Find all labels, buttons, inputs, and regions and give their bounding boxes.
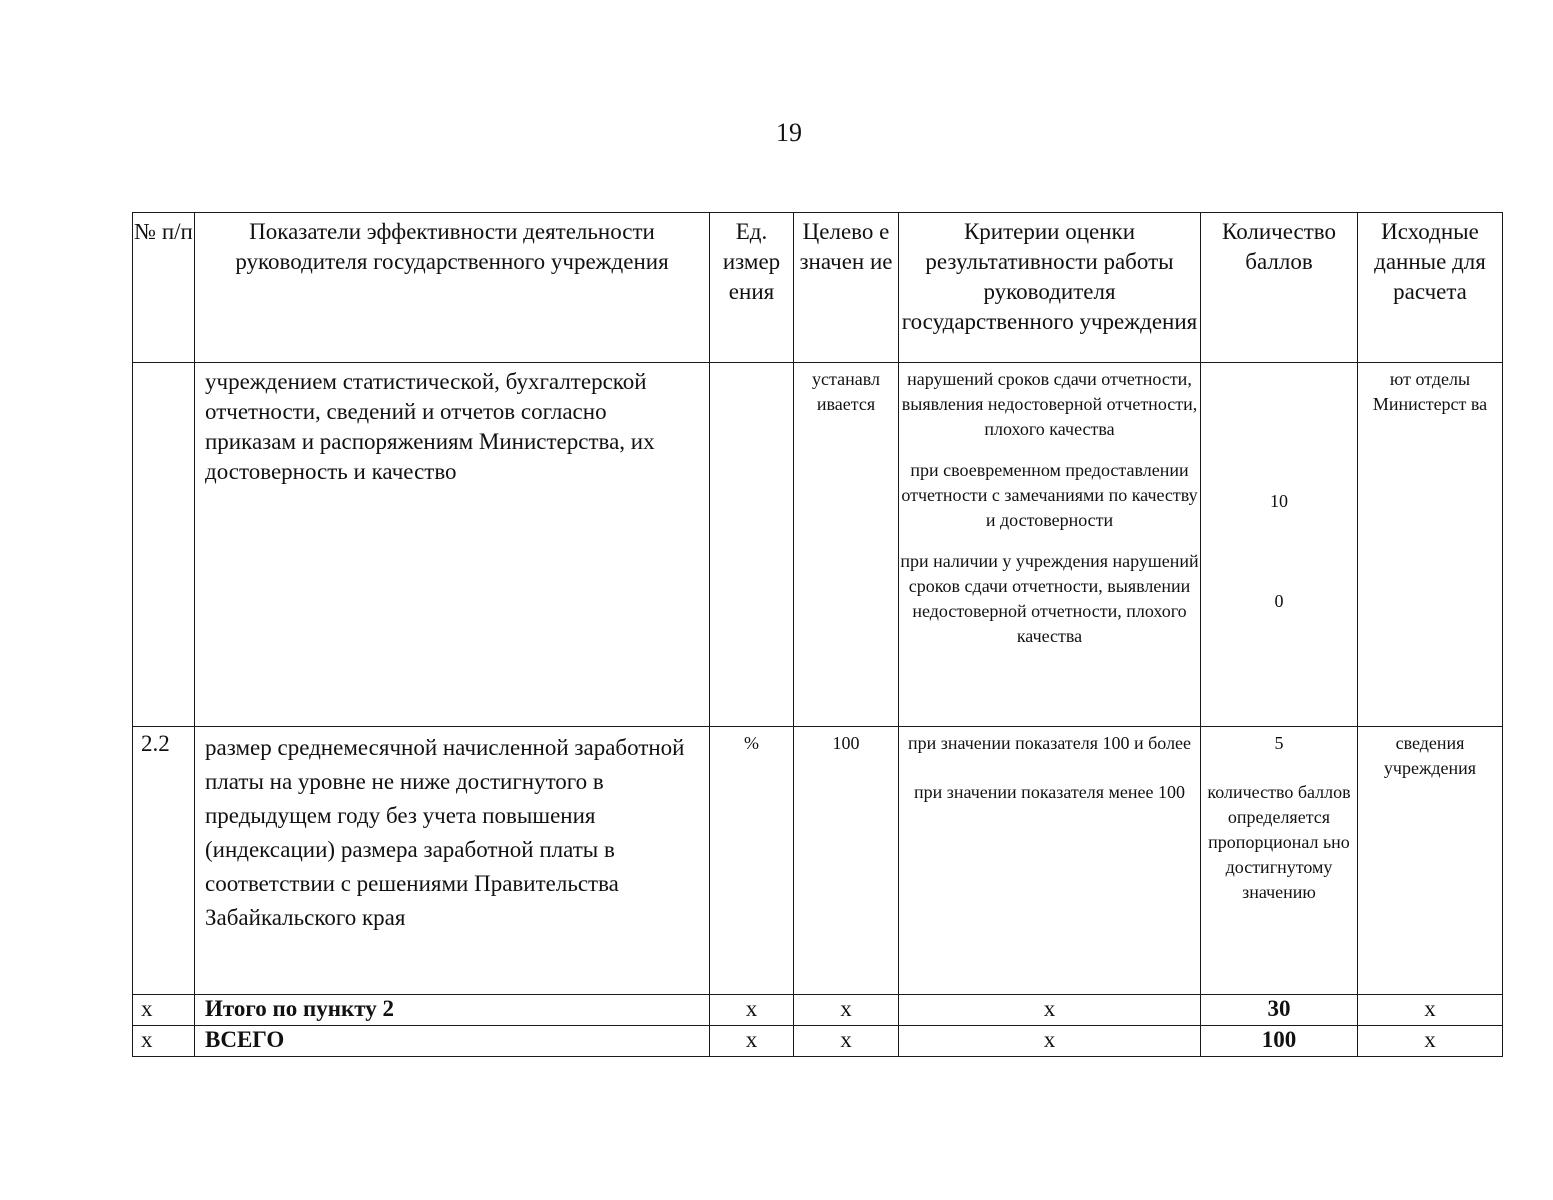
table-header-row	[133, 213, 1503, 363]
row1-points-1: 10	[1270, 491, 1288, 511]
row2-target: 100	[794, 727, 899, 995]
table-row	[133, 727, 1503, 995]
total-all-unit: х	[710, 1026, 794, 1057]
evaluation-table	[132, 212, 1503, 1057]
header-source: Исходные данные для расчета	[1358, 213, 1503, 363]
total-item-target: х	[794, 995, 899, 1026]
header-criteria: Критерии оценки результативности работы руководителя государственного учреждения	[899, 213, 1201, 363]
row1-source: ют отделы Министерст ва	[1358, 363, 1503, 727]
total-item-unit: х	[710, 995, 794, 1026]
total-item-num: х	[133, 995, 195, 1026]
header-indicator: Показатели эффективности деятельности руководителя государственного учреждения	[195, 213, 710, 363]
row1-criteria-2: при своевременном предоставлении отчетности с замечаниями по качеству и достоверности	[901, 460, 1198, 530]
row2-points	[1201, 727, 1358, 995]
row2-criteria-1: при значении показателя 100 и более	[907, 733, 1192, 753]
table-row	[133, 363, 1503, 727]
total-item-criteria: х	[899, 995, 1201, 1026]
row2-unit: %	[710, 727, 794, 995]
total-all-label: ВСЕГО	[195, 1026, 710, 1057]
total-all-points: 100	[1201, 1026, 1358, 1057]
row1-indicator: учреждением статистической, бухгалтерской отчетности, сведений и отчетов согласно приказам и распоряжениям Министерства, их достоверность и качество	[195, 363, 710, 727]
total-item-label: Итого по пункту 2	[195, 995, 710, 1026]
total-all-criteria: х	[899, 1026, 1201, 1057]
row2-num: 2.2	[133, 727, 195, 995]
row2-points-2: количество баллов определяется пропорционал ьно достигнутому значению	[1207, 782, 1351, 902]
header-num: № п/п	[133, 213, 195, 363]
row2-source: сведения учреждения	[1358, 727, 1503, 995]
total-item-row	[133, 995, 1503, 1026]
row2-criteria	[899, 727, 1201, 995]
total-item-points: 30	[1201, 995, 1358, 1026]
page-number: 19	[776, 118, 802, 147]
total-all-source: х	[1358, 1026, 1503, 1057]
total-item-source: х	[1358, 995, 1503, 1026]
row2-criteria-2: при значении показателя менее 100	[913, 782, 1186, 802]
row2-indicator: размер среднемесячной начисленной заработной платы на уровне не ниже достигнутого в предыдущем году без учета повышения (индексации) размера заработной платы в соответствии с решениями Правительства Забайкальского края	[195, 727, 710, 995]
row1-criteria	[899, 363, 1201, 727]
row1-points	[1201, 363, 1358, 727]
row2-points-1: 5	[1274, 733, 1284, 753]
row1-target: устанавл ивается	[794, 363, 899, 727]
row1-num	[133, 363, 195, 727]
total-all-num: х	[133, 1026, 195, 1057]
row1-criteria-1: нарушений сроков сдачи отчетности, выявления недостоверной отчетности, плохого качества	[901, 369, 1198, 439]
header-points: Количество баллов	[1201, 213, 1358, 363]
row1-criteria-3: при наличии у учреждения нарушений сроков сдачи отчетности, выявлении недостоверной отчетности, плохого качества	[900, 551, 1199, 646]
header-target: Целево е значен ие	[794, 213, 899, 363]
header-unit: Ед. измер ения	[710, 213, 794, 363]
row1-points-2: 0	[1274, 591, 1284, 611]
total-all-row	[133, 1026, 1503, 1057]
total-all-target: х	[794, 1026, 899, 1057]
row1-unit	[710, 363, 794, 727]
